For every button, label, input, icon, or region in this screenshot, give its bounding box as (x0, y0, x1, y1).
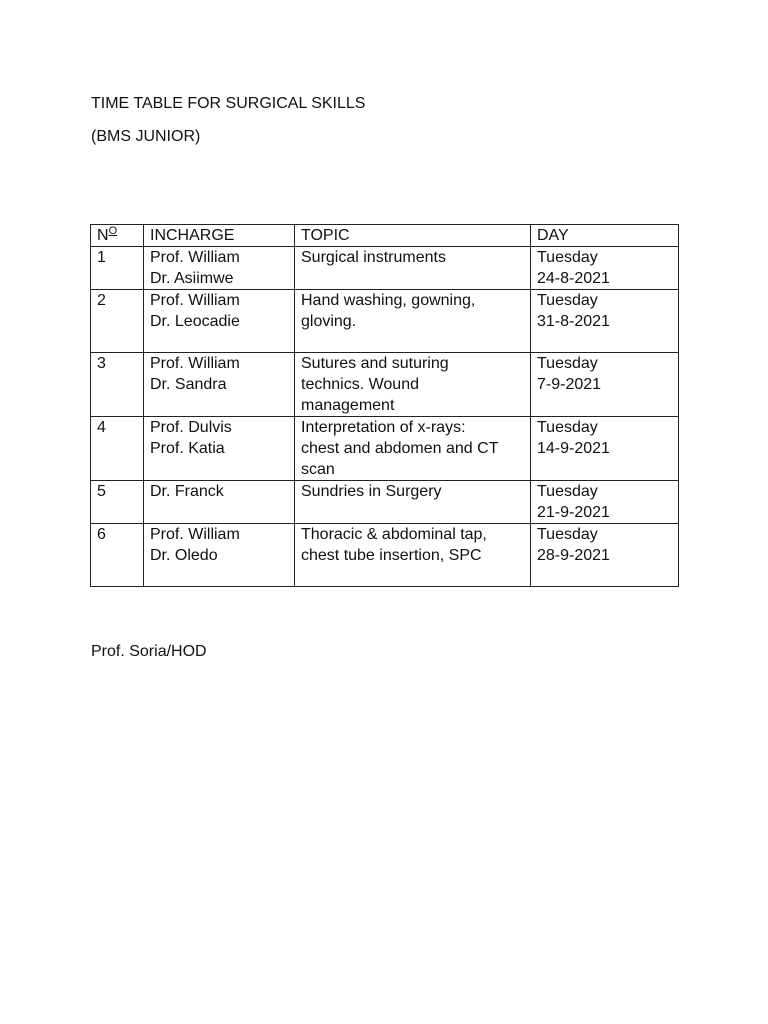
row-incharge-line: Dr. Asiimwe (150, 270, 234, 287)
table-header-row (91, 225, 679, 247)
row-topic-line: chest and abdomen and CT (301, 440, 499, 457)
row-day-line: 21-9-2021 (537, 504, 610, 521)
row-incharge-line: Prof. William (150, 355, 240, 372)
signature: Prof. Soria/HOD (91, 643, 207, 660)
row-topic-line: Thoracic & abdominal tap, (301, 526, 487, 543)
row-topic-line: Surgical instruments (301, 249, 446, 266)
row-day-line: 24-8-2021 (537, 270, 610, 287)
row-day (531, 353, 679, 417)
row-topic (295, 524, 531, 587)
row-day-line: 31-8-2021 (537, 313, 610, 330)
table-row (91, 524, 679, 587)
row-day (531, 290, 679, 353)
table-row (91, 290, 679, 353)
row-topic-line: Hand washing, gowning, (301, 292, 476, 309)
row-day (531, 417, 679, 481)
row-incharge (144, 353, 295, 417)
row-incharge (144, 247, 295, 290)
row-day-line: Tuesday (537, 483, 598, 500)
row-day-line: 7-9-2021 (537, 376, 602, 393)
row-day (531, 524, 679, 587)
row-topic-line: gloving. (301, 313, 357, 330)
header-incharge: INCHARGE (144, 225, 295, 247)
table-body (91, 247, 679, 587)
row-topic (295, 481, 531, 524)
table-row (91, 247, 679, 290)
row-topic-line: chest tube insertion, SPC (301, 547, 482, 564)
row-incharge (144, 481, 295, 524)
row-incharge (144, 417, 295, 481)
row-number: 2 (91, 290, 144, 353)
row-topic-line: Interpretation of x-rays: (301, 419, 466, 436)
header-number (91, 225, 144, 247)
row-incharge (144, 524, 295, 587)
document-subtitle: (BMS JUNIOR) (91, 128, 201, 145)
row-incharge-line: Prof. William (150, 526, 240, 543)
row-topic (295, 247, 531, 290)
row-number: 6 (91, 524, 144, 587)
row-topic-line: Sundries in Surgery (301, 483, 442, 500)
timetable (90, 224, 679, 587)
row-day (531, 481, 679, 524)
row-topic-line: management (301, 397, 395, 414)
row-incharge-line: Prof. Dulvis (150, 419, 232, 436)
row-incharge-line: Dr. Leocadie (150, 313, 240, 330)
table-row (91, 353, 679, 417)
header-day: DAY (531, 225, 679, 247)
row-day-line: Tuesday (537, 355, 598, 372)
row-incharge (144, 290, 295, 353)
row-topic-line: Sutures and suturing (301, 355, 449, 372)
row-incharge-line: Prof. William (150, 292, 240, 309)
row-day-line: Tuesday (537, 249, 598, 266)
row-day-line: Tuesday (537, 526, 598, 543)
row-topic-line: technics. Wound (301, 376, 419, 393)
row-incharge-line: Dr. Franck (150, 483, 224, 500)
row-number: 3 (91, 353, 144, 417)
row-day-line: 14-9-2021 (537, 440, 610, 457)
document-title: TIME TABLE FOR SURGICAL SKILLS (91, 95, 366, 112)
table-row (91, 417, 679, 481)
row-day-line: 28-9-2021 (537, 547, 610, 564)
row-number: 4 (91, 417, 144, 481)
row-topic (295, 417, 531, 481)
row-topic-line: scan (301, 461, 335, 478)
row-incharge-line: Prof. Katia (150, 440, 225, 457)
row-day-line: Tuesday (537, 419, 598, 436)
row-topic (295, 353, 531, 417)
row-incharge-line: Dr. Oledo (150, 547, 218, 564)
table-row (91, 481, 679, 524)
row-topic (295, 290, 531, 353)
row-number: 5 (91, 481, 144, 524)
row-incharge-line: Prof. William (150, 249, 240, 266)
row-incharge-line: Dr. Sandra (150, 376, 227, 393)
header-number-label: N (97, 227, 109, 244)
row-day (531, 247, 679, 290)
row-number: 1 (91, 247, 144, 290)
header-number-superscript: O (108, 225, 118, 237)
row-day-line: Tuesday (537, 292, 598, 309)
header-topic: TOPIC (295, 225, 531, 247)
